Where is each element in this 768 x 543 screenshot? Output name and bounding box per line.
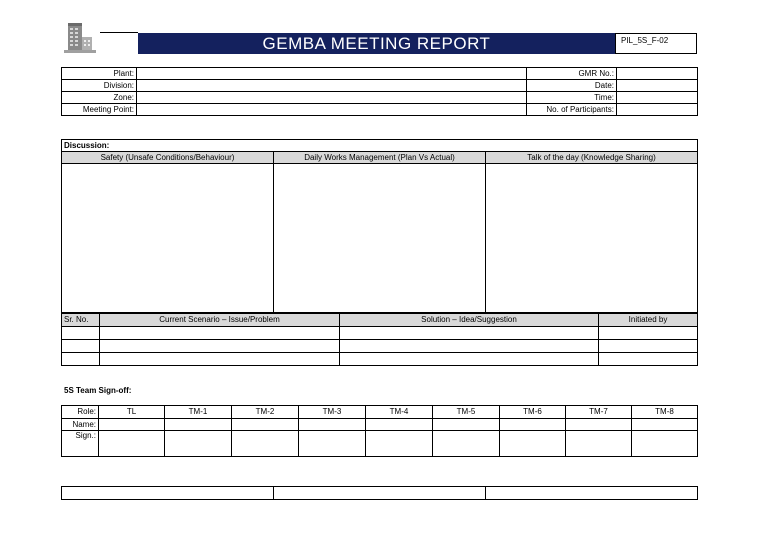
page-title: GEMBA MEETING REPORT [138,33,615,54]
sr-no-cell[interactable] [62,340,100,353]
sign-field[interactable] [632,431,698,457]
issue-cell[interactable] [100,327,340,340]
solution-cell[interactable] [340,340,599,353]
document-number: PIL_5S_F-02 [615,33,697,54]
zone-label: Zone: [62,92,137,104]
sr-no-cell[interactable] [62,353,100,366]
signoff-table [61,405,698,457]
date-label: Date: [527,80,617,92]
safety-column-header: Safety (Unsafe Conditions/Behaviour) [62,152,274,164]
initiated-by-cell[interactable] [599,353,698,366]
sr-no-cell[interactable] [62,327,100,340]
date-field[interactable] [617,80,698,92]
name-field[interactable] [566,419,632,431]
table-row [62,340,698,353]
sign-field[interactable] [366,431,433,457]
issue-cell[interactable] [100,353,340,366]
participants-label: No. of Participants: [527,104,617,116]
gmr-no-field[interactable] [617,68,698,80]
meeting-point-field[interactable] [137,104,527,116]
role-tm-4: TM-4 [366,406,433,419]
footer-cell[interactable] [486,487,698,500]
role-label: Role: [62,406,99,419]
sr-no-header: Sr. No. [62,314,100,327]
initiated-by-cell[interactable] [599,340,698,353]
solution-cell[interactable] [340,353,599,366]
solution-header: Solution – Idea/Suggestion [340,314,599,327]
name-field[interactable] [433,419,500,431]
role-tm-7: TM-7 [566,406,632,419]
name-field[interactable] [99,419,165,431]
role-tm-5: TM-5 [433,406,500,419]
sign-field[interactable] [500,431,566,457]
plant-field[interactable] [137,68,527,80]
sign-field[interactable] [165,431,232,457]
sign-field[interactable] [299,431,366,457]
zone-field[interactable] [137,92,527,104]
name-field[interactable] [299,419,366,431]
footer-table [61,486,698,500]
issues-table [61,313,698,366]
participants-field[interactable] [617,104,698,116]
name-field[interactable] [366,419,433,431]
header-rule [100,32,138,33]
name-label: Name: [62,419,99,431]
initiated-by-header: Initiated by [599,314,698,327]
talk-notes-field[interactable] [486,164,698,313]
meeting-info-table [61,67,698,116]
role-tm-3: TM-3 [299,406,366,419]
talk-column-header: Talk of the day (Knowledge Sharing) [486,152,698,164]
sign-label: Sign.: [62,431,99,457]
role-tm-2: TM-2 [232,406,299,419]
sign-field[interactable] [99,431,165,457]
signoff-title: 5S Team Sign-off: [64,386,132,395]
name-field[interactable] [632,419,698,431]
gmr-no-label: GMR No.: [527,68,617,80]
role-tl: TL [99,406,165,419]
name-field[interactable] [165,419,232,431]
name-field[interactable] [500,419,566,431]
name-field[interactable] [232,419,299,431]
footer-cell[interactable] [274,487,486,500]
discussion-table [61,139,698,313]
issue-cell[interactable] [100,340,340,353]
time-field[interactable] [617,92,698,104]
role-tm-8: TM-8 [632,406,698,419]
plant-label: Plant: [62,68,137,80]
current-scenario-header: Current Scenario – Issue/Problem [100,314,340,327]
division-field[interactable] [137,80,527,92]
table-row [62,353,698,366]
solution-cell[interactable] [340,327,599,340]
sign-field[interactable] [433,431,500,457]
table-row [62,327,698,340]
meeting-point-label: Meeting Point: [62,104,137,116]
division-label: Division: [62,80,137,92]
building-logo-icon [62,21,100,55]
sign-field[interactable] [566,431,632,457]
time-label: Time: [527,92,617,104]
dwm-notes-field[interactable] [274,164,486,313]
safety-notes-field[interactable] [62,164,274,313]
sign-field[interactable] [232,431,299,457]
dwm-column-header: Daily Works Management (Plan Vs Actual) [274,152,486,164]
footer-cell[interactable] [62,487,274,500]
initiated-by-cell[interactable] [599,327,698,340]
discussion-label: Discussion: [62,140,698,152]
role-tm-1: TM-1 [165,406,232,419]
role-tm-6: TM-6 [500,406,566,419]
